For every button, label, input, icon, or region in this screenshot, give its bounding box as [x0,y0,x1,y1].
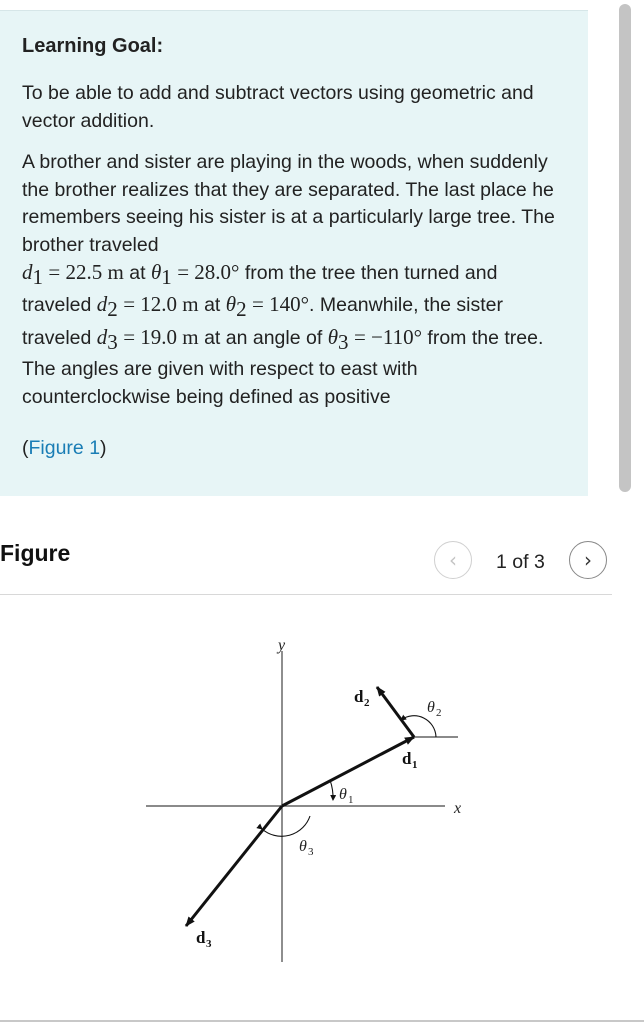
d1-var: d [22,260,33,284]
problem-outro: from the tree. The angles are given with respect to east with counterclockwise being defined as positive [22,326,544,408]
next-figure-button[interactable] [569,541,607,579]
theta1-value: = 28.0° [177,260,240,284]
mid-text-1: from the tree then turned and traveled [22,262,498,317]
learning-goal-text: To be able to add and subtract vectors using geometric and vector addition. [22,82,534,132]
theta3-label-sub: 3 [308,846,314,858]
theta1-label-sub: 1 [348,794,354,806]
vector-d2 [377,687,414,737]
d3-label: d [196,928,206,947]
d2-sub: 2 [107,297,118,322]
mid-text-2: Meanwhile, the sister traveled [22,294,504,349]
d2-label-sub: 2 [364,697,370,709]
d1-value: = 22.5 m [48,260,124,284]
figure-panel-title: Figure [0,540,71,566]
theta1-arc [330,780,333,800]
problem-intro: A brother and sister are playing in the woods, when suddenly the brother realizes that they are separated. The last place he remembers seeing his sister is at a particularly large tree. The brother traveled [22,151,555,256]
figure-divider [0,594,612,595]
theta2-label: θ [427,699,435,716]
figure-link-open-paren: ( [22,437,29,460]
theta2-sub: 2 [236,297,247,322]
theta2-var: θ [225,292,237,317]
theta3-sub: 3 [338,329,349,354]
theta2-value: = 140° [252,292,310,317]
theta1-sub: 1 [161,264,172,289]
mid-text-3: at an angle of [204,326,323,349]
bottom-rule [0,1020,644,1022]
period: . [309,294,315,317]
d1-label: d [402,749,412,768]
d2-value: = 12.0 m [123,292,199,317]
scrollbar-thumb[interactable] [619,4,631,492]
at-1: at [129,262,146,284]
d3-var: d [96,324,108,349]
d3-value: = 19.0 m [123,324,199,349]
figure-link-line [22,437,566,460]
d3-sub: 3 [107,329,118,354]
vector-diagram [0,596,612,1016]
theta3-value: = −110° [353,324,422,349]
y-axis-label: y [278,637,286,654]
figure-1-link[interactable]: Figure 1 [28,437,101,460]
learning-goal-panel [0,10,588,496]
d2-var: d [96,292,108,317]
at-2: at [204,294,221,317]
vector-d3 [186,806,282,926]
theta3-arc [262,816,310,836]
d3-label-sub: 3 [206,938,212,950]
previous-figure-button[interactable] [434,541,472,579]
theta3-label: θ [299,838,307,855]
d2-label: d [354,687,364,706]
problem-statement [22,149,566,411]
learning-goal-title: Learning Goal: [22,35,164,57]
figure-counter: 1 of 3 [496,551,545,573]
d1-sub: 1 [32,264,43,289]
x-axis-label: x [454,800,462,817]
chevron-right-icon: › [584,548,592,572]
theta1-var: θ [150,260,162,284]
chevron-left-icon: ‹ [449,548,457,572]
d1-label-sub: 1 [412,759,418,771]
theta2-label-sub: 2 [436,707,442,719]
figure-link-close-paren: ) [100,437,107,460]
theta1-label: θ [339,786,347,803]
theta3-var: θ [327,324,339,349]
